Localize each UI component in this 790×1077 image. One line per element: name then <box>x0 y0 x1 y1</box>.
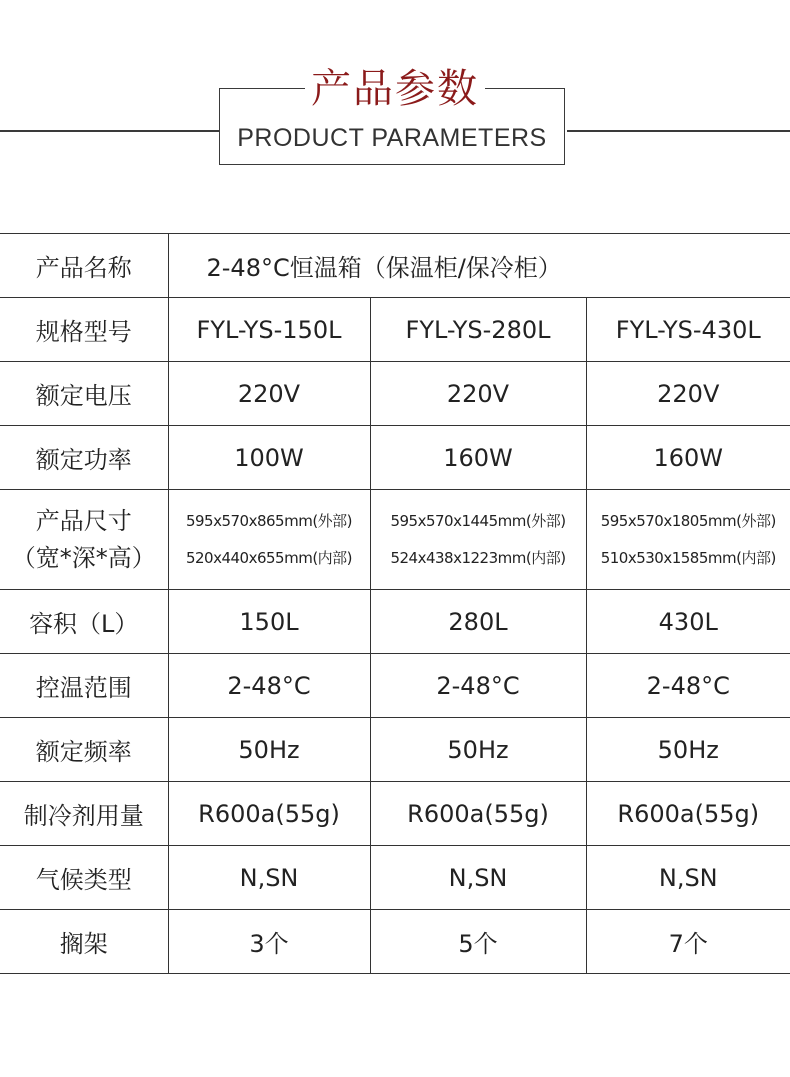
table-row-frequency <box>0 718 790 782</box>
cell-value: 100W <box>168 426 370 490</box>
cell-value: 2-48°C <box>586 654 790 718</box>
cell-value: N,SN <box>586 846 790 910</box>
product-name-value: 2-48°C恒温箱（保温柜/保冷柜） <box>168 234 790 298</box>
size-outer: 595x570x1445mm(外部) <box>390 511 566 530</box>
size-inner: 520x440x655mm(内部) <box>185 548 353 567</box>
size-cell <box>168 490 370 590</box>
row-label: 搁架 <box>0 910 168 974</box>
cell-value: FYL-YS-280L <box>370 298 586 362</box>
header-divider-left <box>0 130 219 132</box>
cell-value: 50Hz <box>370 718 586 782</box>
row-label: 制冷剂用量 <box>0 782 168 846</box>
row-label: 规格型号 <box>0 298 168 362</box>
table-row-power <box>0 426 790 490</box>
size-inner: 510x530x1585mm(内部) <box>600 548 776 567</box>
table-row-climate-type <box>0 846 790 910</box>
cell-value: R600a(55g) <box>586 782 790 846</box>
cell-value: 5个 <box>370 910 586 974</box>
header-divider-right <box>567 130 790 132</box>
cell-value: 150L <box>168 590 370 654</box>
cell-value: 160W <box>370 426 586 490</box>
row-label: 额定功率 <box>0 426 168 490</box>
row-label: 额定电压 <box>0 362 168 426</box>
cell-value: 160W <box>586 426 790 490</box>
section-title: 产品参数 <box>305 64 485 114</box>
cell-value: 50Hz <box>168 718 370 782</box>
cell-value: R600a(55g) <box>168 782 370 846</box>
product-parameters-table <box>0 233 790 974</box>
cell-value: 7个 <box>586 910 790 974</box>
row-label: 容积（L） <box>0 590 168 654</box>
cell-value: 280L <box>370 590 586 654</box>
table-row-shelves <box>0 910 790 974</box>
row-label: 控温范围 <box>0 654 168 718</box>
size-label-line2: （宽*深*高） <box>11 543 156 572</box>
size-outer: 595x570x865mm(外部) <box>185 511 353 530</box>
row-label: 额定频率 <box>0 718 168 782</box>
cell-value: 50Hz <box>586 718 790 782</box>
row-label: 产品名称 <box>0 234 168 298</box>
cell-value: 3个 <box>168 910 370 974</box>
cell-value: R600a(55g) <box>370 782 586 846</box>
table-row-temp-range <box>0 654 790 718</box>
row-label <box>0 490 168 590</box>
size-cell <box>586 490 790 590</box>
cell-value: FYL-YS-430L <box>586 298 790 362</box>
section-subtitle: PRODUCT PARAMETERS <box>237 124 547 152</box>
cell-value: 2-48°C <box>370 654 586 718</box>
cell-value: 220V <box>370 362 586 426</box>
table-row-voltage <box>0 362 790 426</box>
table-row-capacity <box>0 590 790 654</box>
cell-value: N,SN <box>168 846 370 910</box>
row-label: 气候类型 <box>0 846 168 910</box>
table-row-refrigerant <box>0 782 790 846</box>
size-label-line1: 产品尺寸 <box>35 506 132 535</box>
size-inner: 524x438x1223mm(内部) <box>390 548 566 567</box>
cell-value: FYL-YS-150L <box>168 298 370 362</box>
table-row-size <box>0 490 790 590</box>
cell-value: 2-48°C <box>168 654 370 718</box>
cell-value: 220V <box>168 362 370 426</box>
size-outer: 595x570x1805mm(外部) <box>600 511 776 530</box>
cell-value: N,SN <box>370 846 586 910</box>
cell-value: 220V <box>586 362 790 426</box>
size-cell <box>370 490 586 590</box>
cell-value: 430L <box>586 590 790 654</box>
table-row-product-name <box>0 234 790 298</box>
section-header <box>0 0 790 200</box>
table-row-model <box>0 298 790 362</box>
